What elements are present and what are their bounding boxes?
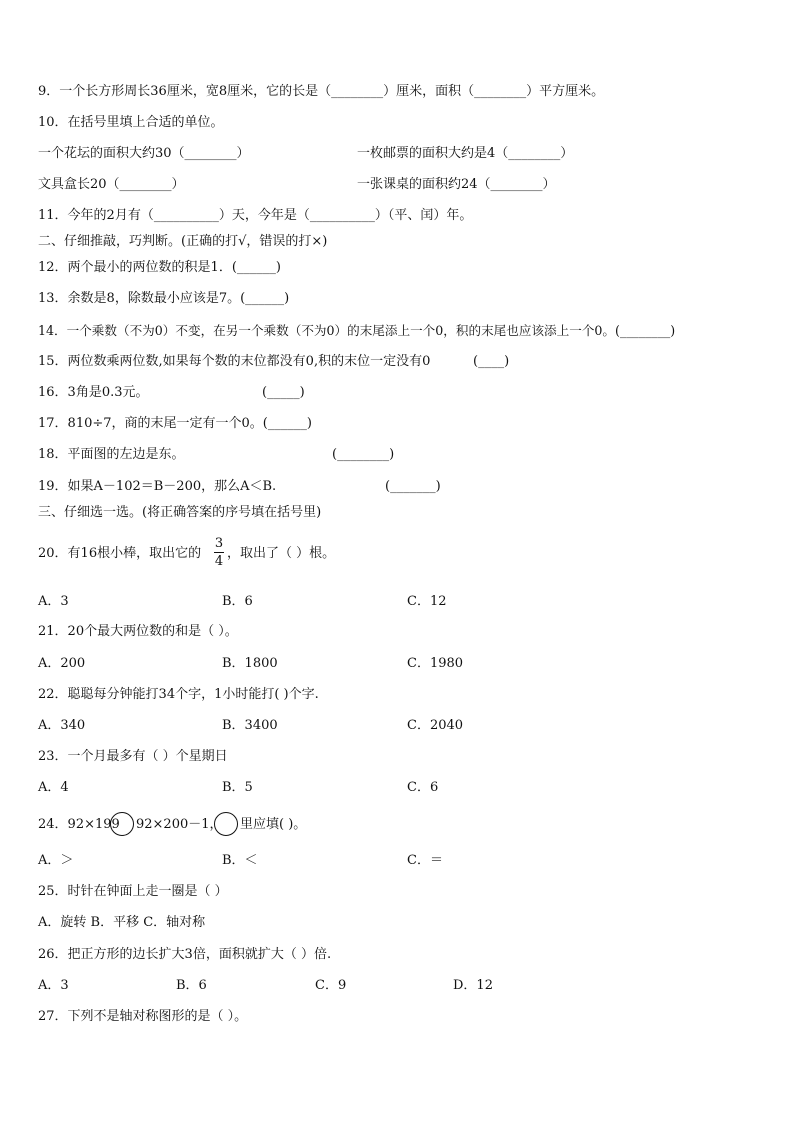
q20-option-b: B．6 bbox=[222, 594, 253, 609]
question-10: 10．在括号里填上合适的单位。 bbox=[38, 115, 224, 130]
question-24-part3: 里应填( )。 bbox=[240, 817, 307, 832]
fraction-numerator: 3 bbox=[214, 536, 224, 551]
q22-option-a: A．340 bbox=[38, 718, 86, 733]
q23-option-c: C．6 bbox=[407, 780, 439, 795]
question-18: 18．平面图的左边是东。 bbox=[38, 447, 185, 462]
q25-options: A．旋转 B．平移 C．轴对称 bbox=[38, 915, 206, 930]
section-3-heading: 三、仔细选一选。(将正确答案的序号填在括号里) bbox=[38, 505, 322, 520]
question-24-part2: 92×200－1， bbox=[136, 817, 223, 832]
question-24-part1: 24．92×199 bbox=[38, 817, 120, 832]
q21-option-c: C．1980 bbox=[407, 656, 464, 671]
q26-option-b: B．6 bbox=[176, 978, 207, 993]
question-20-fraction bbox=[214, 536, 224, 569]
q23-option-b: B．5 bbox=[222, 780, 253, 795]
question-18-answer-blank: (________) bbox=[332, 447, 395, 462]
question-15-answer-blank: (____) bbox=[473, 354, 510, 369]
q20-option-c: C．12 bbox=[407, 594, 447, 609]
question-13: 13．余数是8，除数最小应该是7。(______) bbox=[38, 291, 290, 306]
question-26: 26．把正方形的边长扩大3倍，面积就扩大（ ）倍. bbox=[38, 947, 332, 962]
question-10-item-c: 文具盒长20（________） bbox=[38, 177, 185, 192]
question-20-part1: 20．有16根小棒，取出它的 bbox=[38, 546, 202, 561]
question-12: 12．两个最小的两位数的积是1．(______) bbox=[38, 260, 281, 275]
q20-option-a: A．3 bbox=[38, 594, 69, 609]
question-14: 14．一个乘数（不为0）不变，在另一个乘数（不为0）的末尾添上一个0，积的末尾也应该添上一个0。(________) bbox=[38, 323, 676, 338]
q21-option-b: B．1800 bbox=[222, 656, 278, 671]
q24-option-b: B．＜ bbox=[222, 853, 258, 868]
question-20-part2: ，取出了（ ）根。 bbox=[227, 546, 336, 561]
question-19-answer-blank: (_______) bbox=[385, 479, 441, 494]
q24-option-c: C．＝ bbox=[407, 853, 443, 868]
q22-option-c: C．2040 bbox=[407, 718, 464, 733]
question-11: 11．今年的2月有（__________）天，今年是（__________）（平、闰）年。 bbox=[38, 208, 473, 223]
q26-option-c: C．9 bbox=[315, 978, 347, 993]
section-2-heading: 二、仔细推敲，巧判断。(正确的打√，错误的打×) bbox=[38, 234, 328, 249]
question-10-item-a: 一个花坛的面积大约30（________） bbox=[38, 146, 250, 161]
comparison-circle-1 bbox=[110, 812, 134, 836]
question-16-answer-blank: (_____) bbox=[262, 385, 305, 400]
question-10-item-d: 一张课桌的面积约24（________） bbox=[357, 177, 556, 192]
q26-option-a: A．3 bbox=[38, 978, 69, 993]
q21-option-a: A．200 bbox=[38, 656, 86, 671]
question-25: 25．时针在钟面上走一圈是（ ） bbox=[38, 884, 228, 899]
question-23: 23．一个月最多有（ ）个星期日 bbox=[38, 749, 228, 764]
question-21: 21．20个最大两位数的和是（ ）。 bbox=[38, 624, 238, 639]
question-27: 27．下列不是轴对称图形的是（ ）。 bbox=[38, 1009, 248, 1024]
question-17: 17．810÷7，商的末尾一定有一个0。(______) bbox=[38, 416, 312, 431]
question-9: 9．一个长方形周长36厘米，宽8厘米，它的长是（________）厘米，面积（________）平方厘米。 bbox=[38, 84, 605, 99]
q24-option-a: A．＞ bbox=[38, 853, 74, 868]
fraction-bar bbox=[214, 552, 224, 553]
question-19: 19．如果A－102＝B－200，那么A＜B. bbox=[38, 479, 277, 494]
comparison-circle-2 bbox=[214, 812, 238, 836]
question-22: 22．聪聪每分钟能打34个字，1小时能打( )个字. bbox=[38, 687, 319, 702]
q22-option-b: B．3400 bbox=[222, 718, 278, 733]
question-16: 16．3角是0.3元。 bbox=[38, 385, 149, 400]
fraction-denominator: 4 bbox=[214, 554, 224, 569]
q26-option-d: D．12 bbox=[453, 978, 493, 993]
q23-option-a: A．4 bbox=[38, 780, 69, 795]
question-10-item-b: 一枚邮票的面积大约是4（________） bbox=[357, 146, 574, 161]
question-15: 15．两位数乘两位数,如果每个数的末位都没有0,积的末位一定没有0 bbox=[38, 354, 431, 369]
